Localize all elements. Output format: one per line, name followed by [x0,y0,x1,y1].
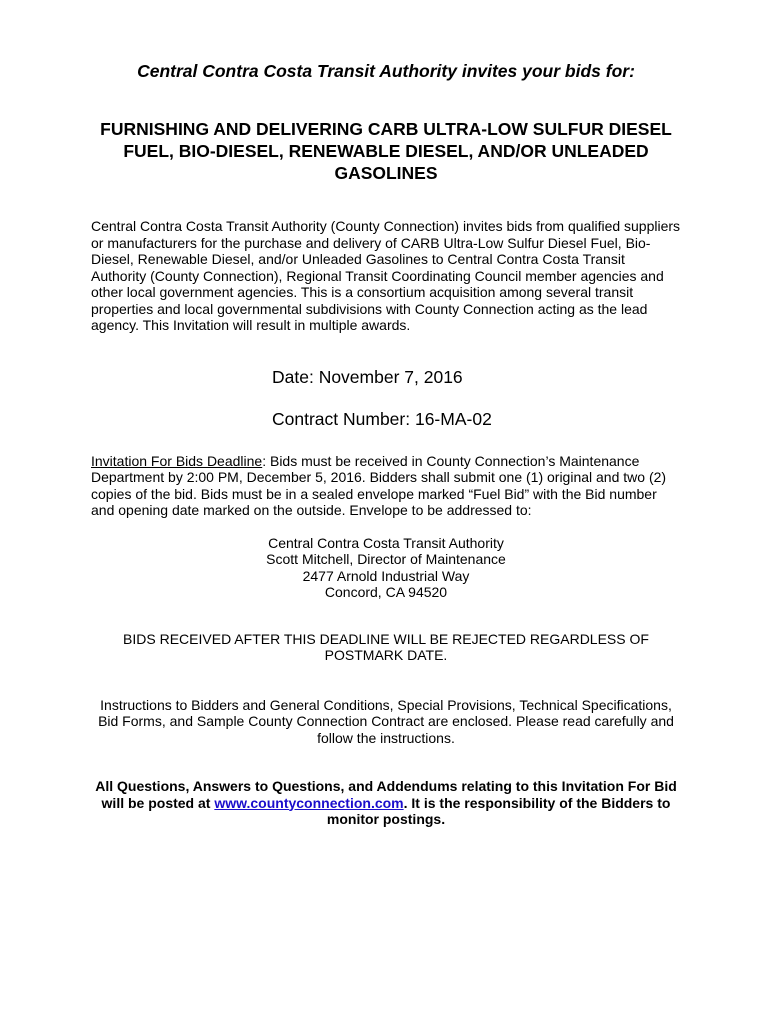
contract-number: Contract Number: 16-MA-02 [272,408,492,429]
postings-notice [91,778,681,828]
intro-paragraph: Central Contra Costa Transit Authority (County Connection) invites bids from qualified suppliers or manufacturers for the purchase and delivery of CARB Ultra-Low Sulfur Diesel Fuel, Bio-Diesel, Renewable Diesel, and/or Unleaded Gasolines to Central Contra Costa Transit Authority (County Connection), Regional Transit Coordinating Council member agencies and other local government agencies. This is a consortium acquisition among several transit properties and local governmental subdivisions with County Connection acting as the lead agency. This Invitation will result in multiple awards. [91,218,681,333]
address-line: Scott Mitchell, Director of Maintenance [266,551,506,567]
late-bid-notice: BIDS RECEIVED AFTER THIS DEADLINE WILL BE REJECTED REGARDLESS OF POSTMARK DATE. [123,630,649,663]
website-link[interactable]: www.countyconnection.com [214,794,404,811]
address-line: Concord, CA 94520 [324,584,448,600]
address-line: 2477 Arnold Industrial Way [302,567,470,584]
notice-text-after: . It is the responsibility of the Bidders to monitor postings. [326,794,671,827]
document-title: FURNISHING AND DELIVERING CARB ULTRA-LOW SULFUR DIESEL FUEL, BIO-DIESEL, RENEWABLE DIESEL, AND/OR UNLEADED GASOLINES [100,119,672,183]
deadline-text: : Bids must be received in County Connection’s Maintenance Department by 2:00 PM, December 5, 2016. Bidders shall submit one (1) original and two (2) copies of the bid. Bids must be in a sealed envelope marked “Fuel Bid” with the Bid number and opening date marked on the outside. Envelope to be addressed to: [91,452,667,518]
bid-date: Date: November 7, 2016 [272,366,463,387]
address-line: Central Contra Costa Transit Authority [268,534,504,551]
deadline-label: Invitation For Bids Deadline [91,452,263,469]
notice-text-before: All Questions, Answers to Questions, and Addendums relating to this Invitation For Bid will be posted at [95,778,677,811]
deadline-paragraph [91,453,681,519]
document-header: Central Contra Costa Transit Authority invites your bids for: [137,61,635,81]
instructions-paragraph: Instructions to Bidders and General Conditions, Special Provisions, Technical Specifications, Bid Forms, and Sample County Connection Contract are enclosed. Please read carefully and follow the instructions. [98,696,674,746]
mailing-address [91,535,681,601]
